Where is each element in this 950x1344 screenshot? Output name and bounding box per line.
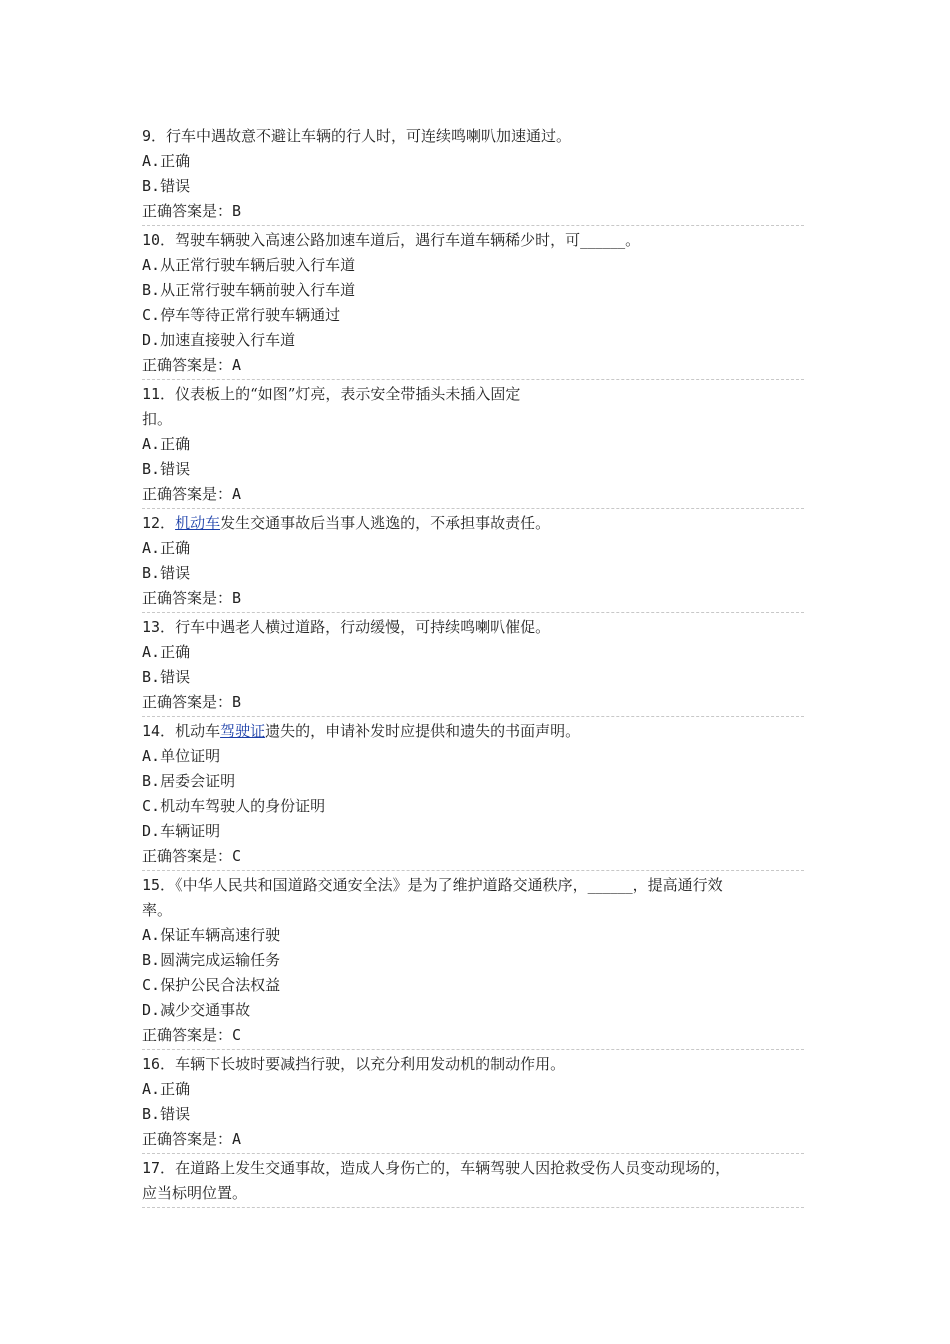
answer-line [142, 844, 804, 869]
option-letter: B. [142, 951, 161, 969]
question-number: 16． [142, 1055, 176, 1073]
question-stem [142, 719, 804, 744]
answer-line [142, 1127, 804, 1152]
option-text: 错误 [160, 460, 191, 478]
question-text: 仪表板上的“如图”灯亮，表示安全带插头未插入固定 [175, 385, 521, 403]
question-stem-continued: 扣。 [142, 410, 173, 428]
link-driving-license[interactable]: 驾驶证 [220, 722, 266, 740]
option-b [142, 561, 804, 586]
answer-label: 正确答案是： [142, 202, 233, 220]
option-letter: D. [142, 1001, 161, 1019]
option-letter: A. [142, 926, 161, 944]
divider [142, 379, 804, 380]
option-a [142, 149, 804, 174]
option-text: 正确 [160, 1080, 191, 1098]
divider [142, 225, 804, 226]
question-number: 15． [142, 876, 176, 894]
option-b [142, 457, 804, 482]
option-text: 错误 [160, 564, 191, 582]
question-number: 12． [142, 514, 176, 532]
divider [142, 1207, 804, 1208]
answer-value: B [232, 589, 242, 607]
question-11 [142, 382, 804, 509]
question-17 [142, 1156, 804, 1208]
question-stem [142, 124, 804, 149]
question-stem-continued: 率。 [142, 901, 173, 919]
question-stem [142, 382, 804, 407]
question-stem [142, 615, 804, 640]
option-text: 从正常行驶车辆前驶入行车道 [160, 281, 356, 299]
answer-value: C [232, 847, 242, 865]
answer-label: 正确答案是： [142, 1026, 233, 1044]
question-9 [142, 124, 804, 226]
option-letter: A. [142, 152, 161, 170]
answer-value: C [232, 1026, 242, 1044]
question-text: 驾驶车辆驶入高速公路加速车道后，遇行车道车辆稀少时，可______。 [175, 231, 641, 249]
option-b [142, 948, 804, 973]
option-letter: D. [142, 331, 161, 349]
answer-line [142, 353, 804, 378]
answer-label: 正确答案是： [142, 485, 233, 503]
question-text: 行车中遇故意不避让车辆的行人时，可连续鸣喇叭加速通过。 [166, 127, 572, 145]
answer-value: B [232, 693, 242, 711]
option-text: 错误 [160, 177, 191, 195]
option-b [142, 665, 804, 690]
question-16 [142, 1052, 804, 1154]
question-text: 遗失的，申请补发时应提供和遗失的书面声明。 [265, 722, 581, 740]
option-b [142, 174, 804, 199]
option-letter: B. [142, 564, 161, 582]
answer-label: 正确答案是： [142, 356, 233, 374]
question-number: 11． [142, 385, 176, 403]
question-12 [142, 511, 804, 613]
option-text: 错误 [160, 668, 191, 686]
option-a [142, 640, 804, 665]
divider [142, 508, 804, 509]
question-stem [142, 1052, 804, 1077]
question-number: 14． [142, 722, 176, 740]
answer-line [142, 586, 804, 611]
option-letter: A. [142, 643, 161, 661]
question-stem-continued: 应当标明位置。 [142, 1184, 248, 1202]
option-letter: B. [142, 668, 161, 686]
option-text: 正确 [160, 152, 191, 170]
option-b [142, 278, 804, 303]
option-text: 圆满完成运输任务 [160, 951, 281, 969]
answer-label: 正确答案是： [142, 589, 233, 607]
question-stem [142, 511, 804, 536]
divider [142, 716, 804, 717]
option-d [142, 998, 804, 1023]
option-text: 从正常行驶车辆后驶入行车道 [160, 256, 356, 274]
question-number: 10． [142, 231, 176, 249]
option-letter: A. [142, 539, 161, 557]
divider [142, 1049, 804, 1050]
answer-value: B [232, 202, 242, 220]
option-text: 正确 [160, 643, 191, 661]
option-text: 居委会证明 [160, 772, 236, 790]
option-letter: A. [142, 256, 161, 274]
option-a [142, 536, 804, 561]
answer-line [142, 199, 804, 224]
question-list [142, 124, 804, 1210]
option-c [142, 973, 804, 998]
answer-label: 正确答案是： [142, 847, 233, 865]
divider [142, 612, 804, 613]
option-letter: A. [142, 1080, 161, 1098]
option-a [142, 923, 804, 948]
option-a [142, 1077, 804, 1102]
option-a [142, 744, 804, 769]
option-d [142, 328, 804, 353]
option-text: 机动车驾驶人的身份证明 [160, 797, 326, 815]
answer-label: 正确答案是： [142, 693, 233, 711]
question-10 [142, 228, 804, 380]
option-text: 保护公民合法权益 [160, 976, 281, 994]
option-letter: C. [142, 797, 161, 815]
option-letter: D. [142, 822, 161, 840]
question-stem [142, 1156, 804, 1181]
divider [142, 870, 804, 871]
question-stem [142, 228, 804, 253]
option-text: 停车等待正常行驶车辆通过 [160, 306, 341, 324]
answer-line [142, 482, 804, 507]
answer-line [142, 690, 804, 715]
option-text: 单位证明 [160, 747, 221, 765]
option-text: 保证车辆高速行驶 [160, 926, 281, 944]
question-number: 17． [142, 1159, 176, 1177]
link-motor-vehicle[interactable]: 机动车 [175, 514, 221, 532]
option-d [142, 819, 804, 844]
question-stem [142, 873, 804, 898]
option-b [142, 769, 804, 794]
question-number: 13． [142, 618, 176, 636]
divider [142, 1153, 804, 1154]
option-c [142, 303, 804, 328]
answer-line [142, 1023, 804, 1048]
question-text: 车辆下长坡时要减挡行驶，以充分利用发动机的制动作用。 [175, 1055, 566, 1073]
option-a [142, 253, 804, 278]
question-text: 发生交通事故后当事人逃逸的，不承担事故责任。 [220, 514, 551, 532]
answer-value: A [232, 1130, 242, 1148]
question-text: 机动车 [175, 722, 221, 740]
option-text: 错误 [160, 1105, 191, 1123]
question-14 [142, 719, 804, 871]
option-letter: B. [142, 1105, 161, 1123]
option-letter: A. [142, 747, 161, 765]
option-text: 加速直接驶入行车道 [160, 331, 296, 349]
option-letter: B. [142, 460, 161, 478]
option-letter: C. [142, 306, 161, 324]
question-text: 行车中遇老人横过道路，行动缓慢，可持续鸣喇叭催促。 [175, 618, 551, 636]
option-text: 正确 [160, 539, 191, 557]
option-a [142, 432, 804, 457]
option-letter: B. [142, 177, 161, 195]
question-13 [142, 615, 804, 717]
option-b [142, 1102, 804, 1127]
question-text: 在道路上发生交通事故，造成人身伤亡的，车辆驾驶人因抢救受伤人员变动现场的， [175, 1159, 731, 1177]
option-text: 车辆证明 [160, 822, 221, 840]
option-letter: C. [142, 976, 161, 994]
option-letter: B. [142, 772, 161, 790]
option-text: 正确 [160, 435, 191, 453]
question-text: 《中华人民共和国道路交通安全法》是为了维护道路交通秩序，______，提高通行效 [175, 876, 723, 894]
option-letter: B. [142, 281, 161, 299]
answer-value: A [232, 356, 242, 374]
answer-value: A [232, 485, 242, 503]
option-text: 减少交通事故 [160, 1001, 251, 1019]
answer-label: 正确答案是： [142, 1130, 233, 1148]
question-15 [142, 873, 804, 1050]
option-c [142, 794, 804, 819]
question-number: 9． [142, 127, 167, 145]
option-letter: A. [142, 435, 161, 453]
